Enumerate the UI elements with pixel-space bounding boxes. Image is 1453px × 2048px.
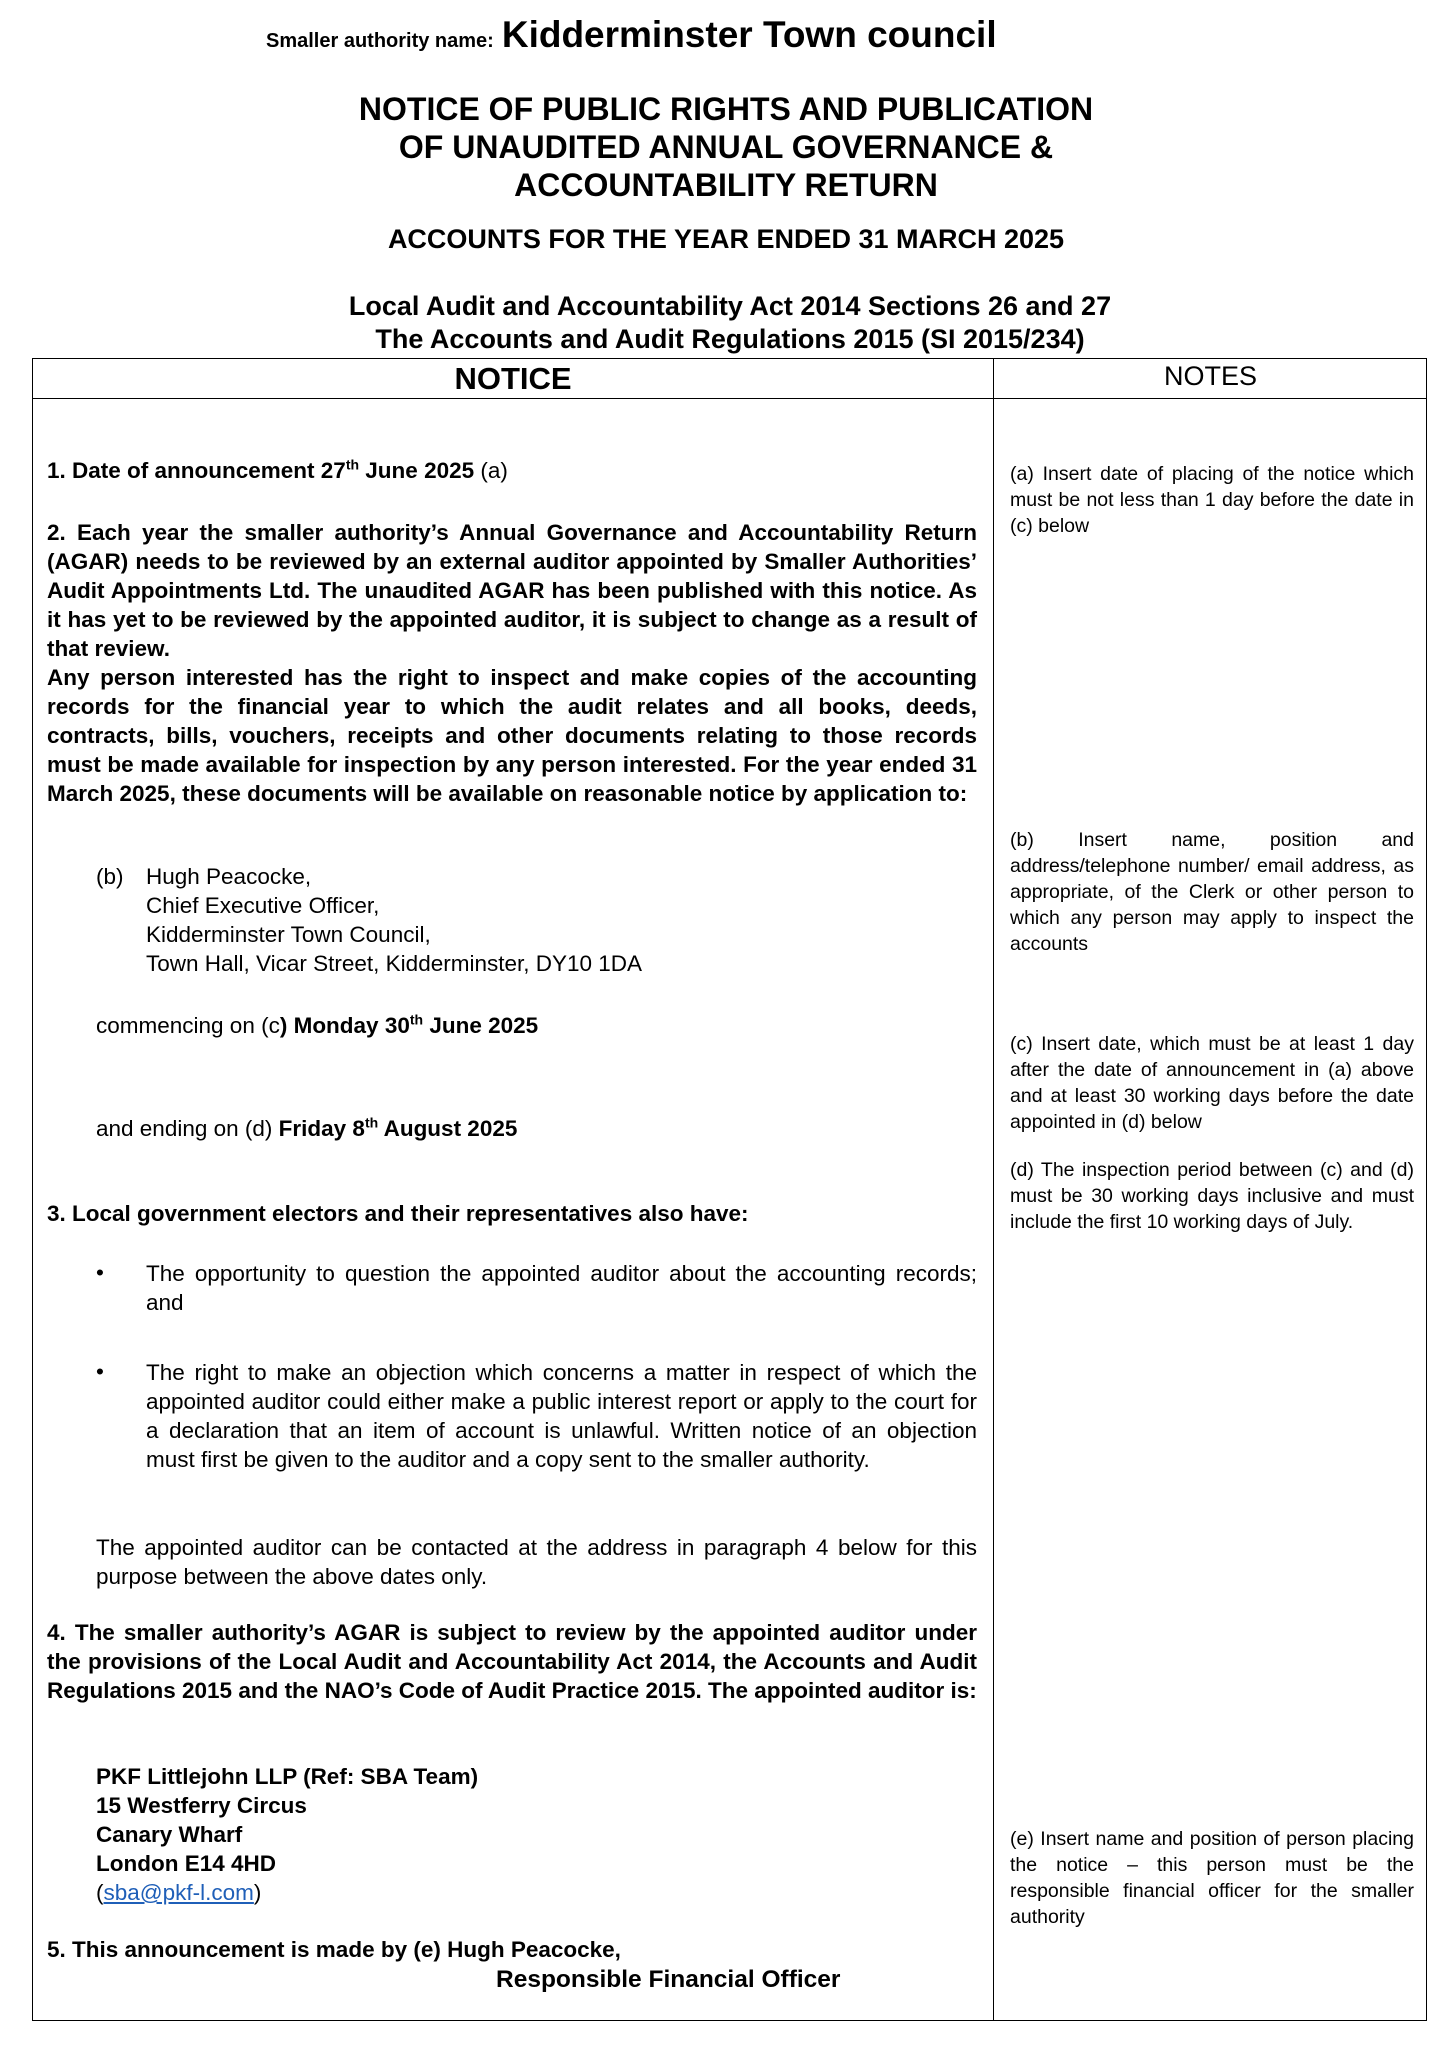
bullet-dot-1: • <box>96 1260 104 1285</box>
email-close-paren: ) <box>253 1880 262 1905</box>
auditor-address <box>96 1762 896 1878</box>
notice-heading: NOTICE <box>454 361 572 396</box>
authority-name-line <box>266 14 997 56</box>
email-open-paren: ( <box>96 1880 104 1905</box>
note-a: (a) Insert date of placing of the notice which must be not less than 1 day before the date in (c) below <box>1010 463 1414 537</box>
bullet-1: The opportunity to question the appointed auditor about the accounting records; and <box>146 1261 977 1315</box>
ending-suffix: August 2025 <box>378 1116 518 1141</box>
auditor-address-line-1: 15 Westferry Circus <box>96 1793 307 1818</box>
contact-address: Town Hall, Vicar Street, Kidderminster, DY10 1DA <box>146 951 643 976</box>
contact-org: Kidderminster Town Council, <box>146 922 431 947</box>
authority-label: Smaller authority name: <box>266 30 494 52</box>
paragraph-3-heading: 3. Local government electors and their representatives also have: <box>47 1201 749 1226</box>
p1-prefix: 1. Date of announcement 27 <box>47 458 346 483</box>
authority-name: Kidderminster Town council <box>501 14 997 55</box>
commencing-suffix: June 2025 <box>423 1013 539 1038</box>
auditor-contact-note: The appointed auditor can be contacted at the address in paragraph 4 below for this purpose between the above dates only. <box>96 1535 977 1589</box>
paragraph-4: 4. The smaller authority’s AGAR is subject to review by the appointed auditor under the provisions of the Local Audit and Accountability Act 2014, the Accounts and Audit Regulations 2015 and the NAO’s Code of Audit Practice 2015. The appointed auditor is: <box>47 1620 977 1703</box>
notice-title-line-3: ACCOUNTABILITY RETURN <box>514 167 938 203</box>
paragraph-1 <box>47 456 977 485</box>
commencing-date <box>96 1011 956 1040</box>
commencing-bold: ) Monday 30 <box>279 1013 410 1038</box>
legislation <box>150 290 1310 356</box>
contact-name: Hugh Peacocke, <box>146 864 312 889</box>
legislation-line-1: Local Audit and Accountability Act 2014 Sections 26 and 27 <box>348 291 1112 321</box>
paragraph-2: 2. Each year the smaller authority’s Annual Governance and Accountability Return (AGAR) needs to be reviewed by an external auditor appointed by Smaller Authorities’ Audit Appointments Ltd. The unaudited AGAR has been published with this notice. As it has yet to be reviewed by the appointed auditor, it is subject to change as a result of that review. <box>47 520 977 661</box>
note-e: (e) Insert name and position of person placing the notice – this person must be the responsible financial officer for the smaller authority <box>1010 1828 1414 1928</box>
notes-heading: NOTES <box>1163 361 1257 391</box>
bullet-dot-2: • <box>96 1359 104 1384</box>
contact-block <box>146 862 946 978</box>
p1-ref: (a) <box>474 458 508 483</box>
paragraph-2-rights: Any person interested has the right to inspect and make copies of the accounting records for the financial year to which the audit relates and all books, deeds, contracts, bills, vouchers, receipts and other documents relating to those records must be made available for inspection by any person interested. For the year ended 31 March 2025, these documents will be available on reasonable notice by application to: <box>47 665 977 806</box>
auditor-email-link[interactable]: sba@pkf-l.com <box>103 1880 254 1905</box>
notice-title-line-2: OF UNAUDITED ANNUAL GOVERNANCE & <box>398 129 1054 165</box>
ending-prefix: and ending on (d) <box>96 1116 279 1141</box>
responsible-officer-title: Responsible Financial Officer <box>496 1966 841 1993</box>
bullet-2: The right to make an objection which concerns a matter in respect of which the appointed auditor could either make a public interest report or apply to the court for a declaration that an item of account is unlawful. Written notice of an objection must first be given to the auditor and a copy sent to the smaller authority. <box>146 1360 977 1472</box>
commencing-prefix: commencing on (c <box>96 1013 280 1038</box>
ending-sup: th <box>364 1114 379 1131</box>
notice-title <box>226 90 1226 204</box>
auditor-name: PKF Littlejohn LLP (Ref: SBA Team) <box>96 1764 479 1789</box>
header-divider <box>33 398 1426 399</box>
p1-sup: th <box>345 456 360 473</box>
auditor-address-line-2: Canary Wharf <box>96 1822 243 1847</box>
ending-date <box>96 1114 956 1143</box>
contact-role: Chief Executive Officer, <box>146 893 380 918</box>
contact-ref: (b) <box>96 864 124 889</box>
note-c: (c) Insert date, which must be at least 1 day after the date of announcement in (a) above and at least 30 working days before the date appointed in (d) below <box>1010 1033 1414 1133</box>
notice-title-line-1: NOTICE OF PUBLIC RIGHTS AND PUBLICATION <box>358 91 1094 127</box>
column-divider <box>993 359 994 2020</box>
commencing-sup: th <box>409 1011 424 1028</box>
note-d: (d) The inspection period between (c) and (d) must be 30 working days inclusive and must include the first 10 working days of July. <box>1010 1159 1414 1233</box>
accounts-year: ACCOUNTS FOR THE YEAR ENDED 31 MARCH 2025 <box>387 224 1065 254</box>
note-b: (b) Insert name, position and address/telephone number/ email address, as appropriate, of the Clerk or other person to which any person may apply to inspect the accounts <box>1010 829 1414 955</box>
legislation-line-2: The Accounts and Audit Regulations 2015 (SI 2015/234) <box>375 324 1085 354</box>
ending-bold: Friday 8 <box>278 1116 365 1141</box>
auditor-email-line <box>96 1878 696 1907</box>
auditor-address-line-3: London E14 4HD <box>96 1851 277 1876</box>
p1-suffix: June 2025 <box>359 458 475 483</box>
paragraph-5: 5. This announcement is made by (e) Hugh Peacocke, <box>47 1937 621 1962</box>
